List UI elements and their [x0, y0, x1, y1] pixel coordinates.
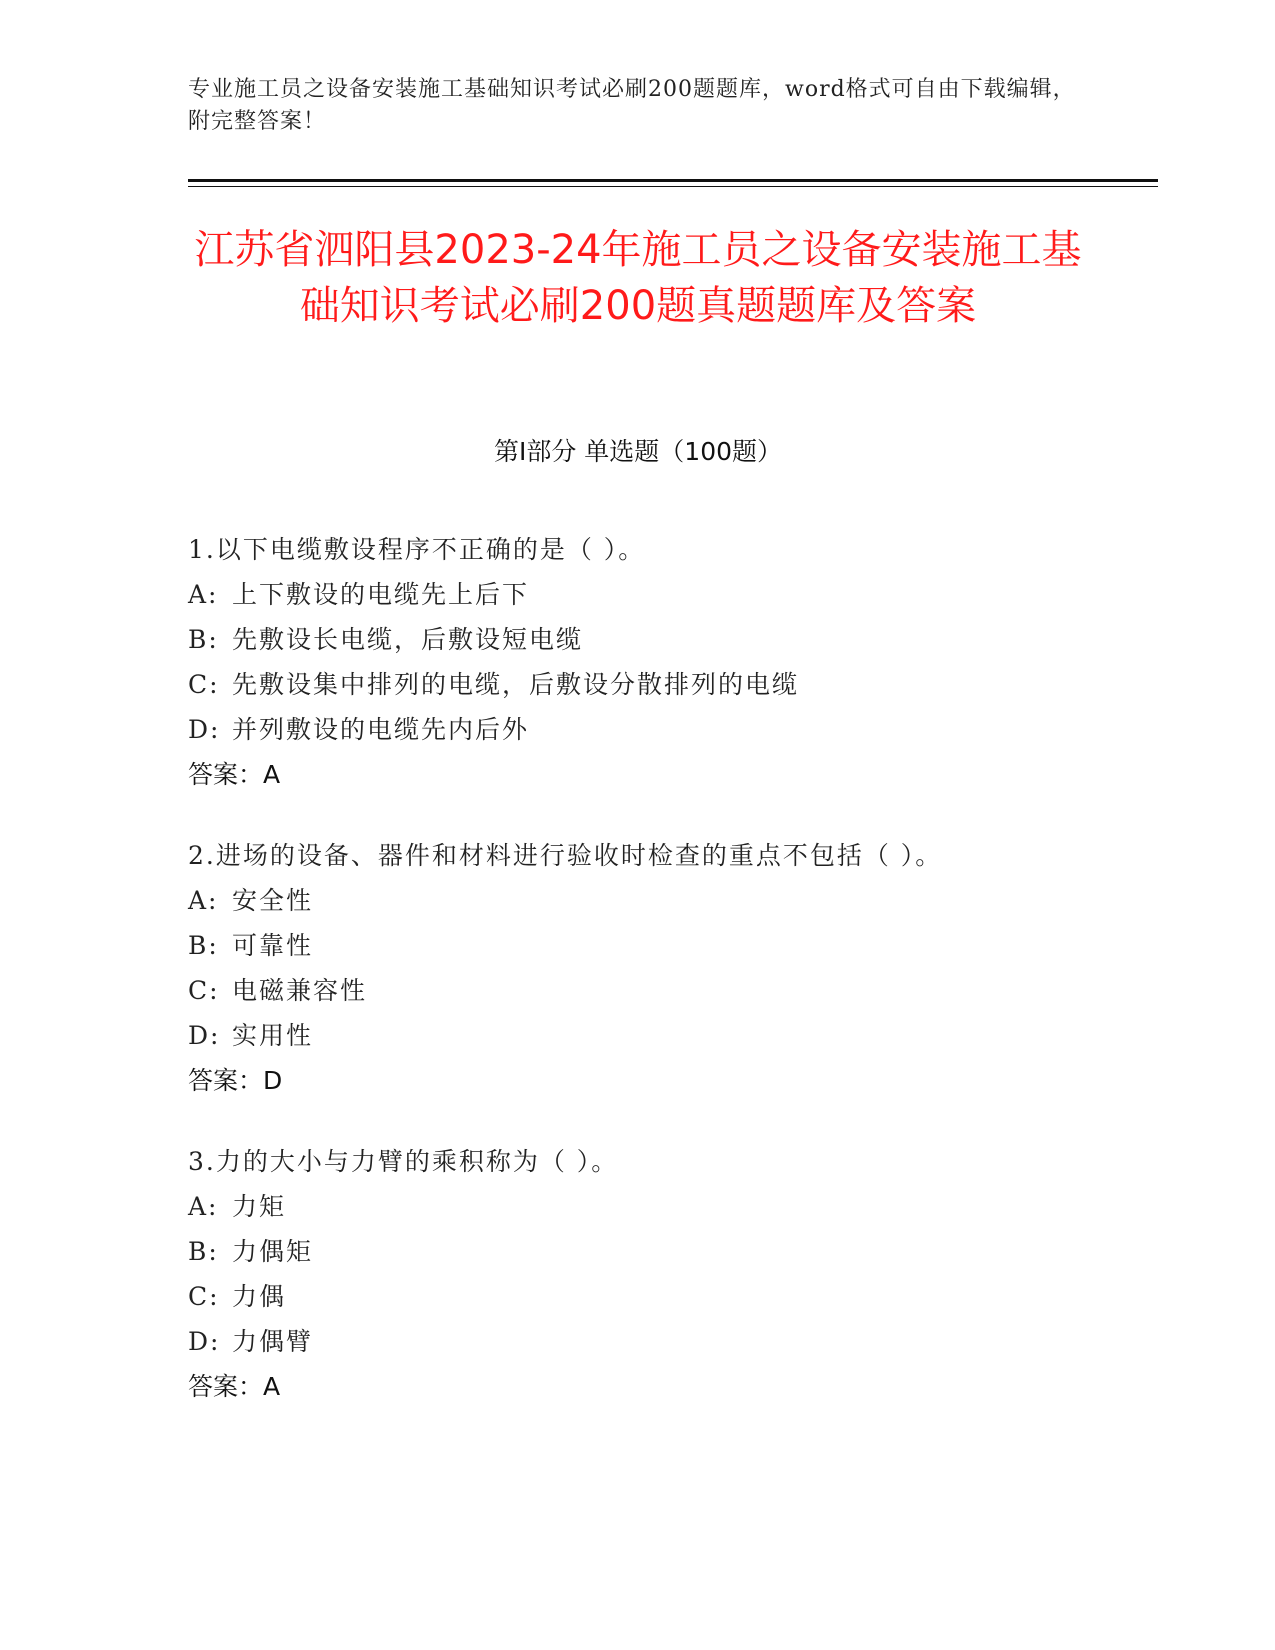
option-key: D: [188, 1021, 221, 1050]
option-text: 先敷设集中排列的电缆，后敷设分散排列的电缆 [232, 670, 800, 699]
question-1 [188, 527, 1148, 797]
option-text: 力偶 [232, 1282, 287, 1311]
answer-line: 答案：A [188, 1372, 281, 1401]
option-b [188, 617, 1148, 662]
option-text: 可靠性 [232, 931, 314, 960]
option-text: 安全性 [232, 886, 314, 915]
question-stem: 1.以下电缆敷设程序不正确的是（ ）。 [188, 535, 646, 564]
option-key: D: [188, 1327, 221, 1356]
option-key: B: [188, 931, 219, 960]
option-key: B: [188, 625, 219, 654]
option-text: 先敷设长电缆，后敷设短电缆 [232, 625, 584, 654]
option-a [188, 1184, 1148, 1229]
option-d [188, 707, 1148, 752]
option-text: 并列敷设的电缆先内后外 [232, 715, 530, 744]
option-a [188, 572, 1148, 617]
header-note: 专业施工员之设备安装施工基础知识考试必刷200题题库，word格式可自由下载编辑，附完整答案！ [188, 77, 1076, 134]
option-key: A: [188, 886, 219, 915]
option-key: A: [188, 580, 219, 609]
option-c [188, 1274, 1148, 1319]
answer-line: 答案：D [188, 1066, 283, 1095]
option-key: B: [188, 1237, 219, 1266]
option-text: 力矩 [232, 1192, 287, 1221]
option-b [188, 923, 1148, 968]
header-divider-thin [188, 186, 1158, 187]
option-text: 上下敷设的电缆先上后下 [232, 580, 530, 609]
question-3 [188, 1139, 1148, 1409]
document-title: 江苏省泗阳县2023-24年施工员之设备安装施工基础知识考试必刷200题真题题库及答案 [194, 227, 1082, 329]
option-key: C: [188, 976, 220, 1005]
section-title: 第Ⅰ部分 单选题（100题） [493, 437, 783, 466]
option-key: C: [188, 1282, 220, 1311]
option-d [188, 1013, 1148, 1058]
option-a [188, 878, 1148, 923]
option-b [188, 1229, 1148, 1274]
option-c [188, 968, 1148, 1013]
answer-line: 答案：A [188, 760, 281, 789]
option-d [188, 1319, 1148, 1364]
option-key: A: [188, 1192, 219, 1221]
option-key: D: [188, 715, 221, 744]
question-stem: 2.进场的设备、器件和材料进行验收时检查的重点不包括（ ）。 [188, 841, 943, 870]
option-text: 电磁兼容性 [232, 976, 368, 1005]
question-list [188, 527, 1148, 1445]
option-c [188, 662, 1148, 707]
question-stem: 3.力的大小与力臂的乘积称为（ ）。 [188, 1147, 619, 1176]
question-2 [188, 833, 1148, 1103]
header-divider-thick [188, 179, 1158, 182]
option-text: 力偶矩 [232, 1237, 314, 1266]
option-key: C: [188, 670, 220, 699]
option-text: 力偶臂 [232, 1327, 314, 1356]
option-text: 实用性 [232, 1021, 314, 1050]
